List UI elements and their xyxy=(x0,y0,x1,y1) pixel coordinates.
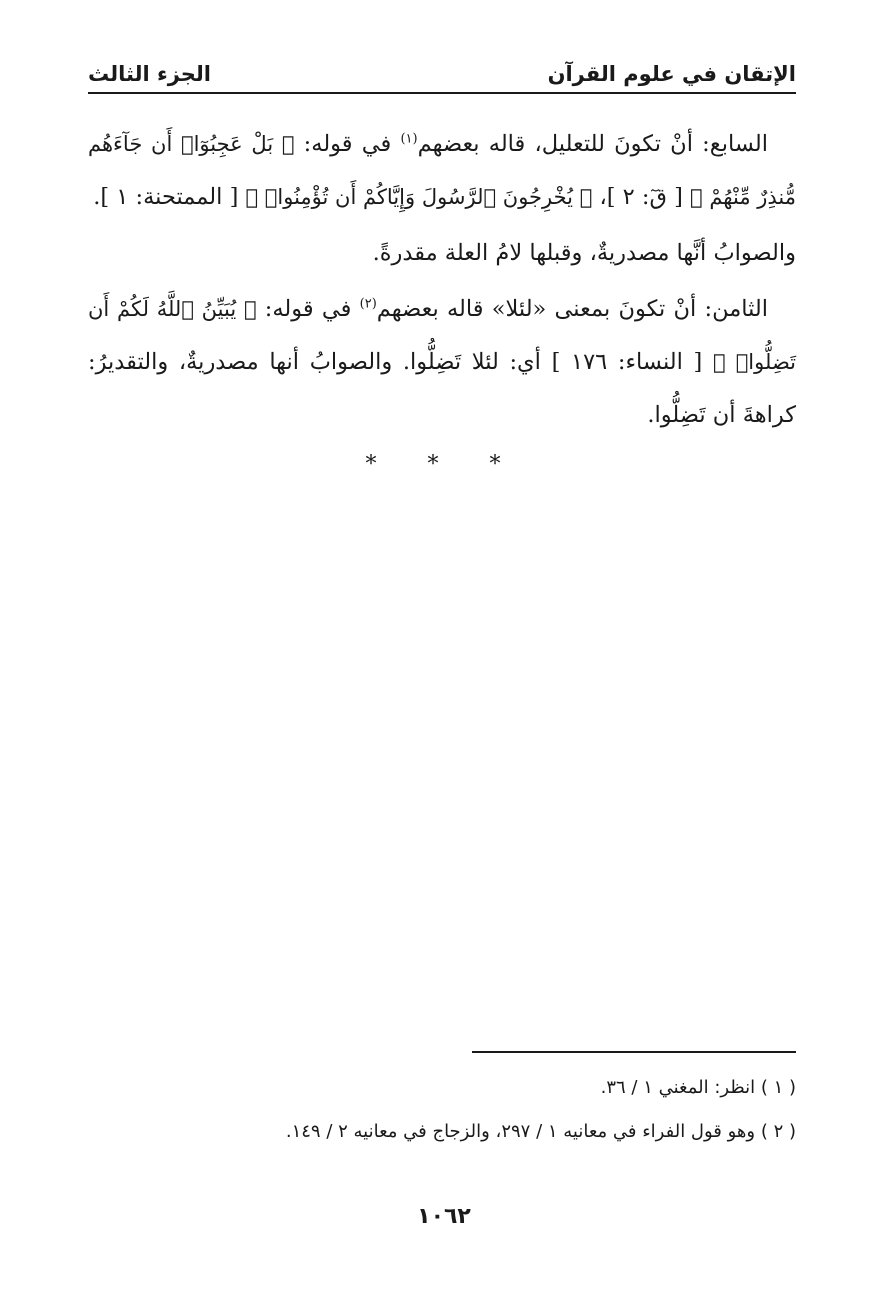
paragraph-correction: والصوابُ أنَّها مصدريةٌ، وقبلها لامُ العلة مقدرةً. xyxy=(372,240,796,266)
paragraph-eighth xyxy=(88,283,796,442)
section-separator: * * * xyxy=(365,452,523,477)
quran-verse: ﴿ يُخْرِجُونَ ٱلرَّسُولَ وَإِيَّاكُمْ أَن تُؤْمِنُوا۟ ﴾ xyxy=(245,185,593,209)
main-text xyxy=(88,118,796,445)
verse-reference: [ النساء: ١٧٦ ] أي: لئلا تَضِلُّوا. والصوابُ أنها مصدريةٌ، والتقديرُ: كراهةَ أن تَضِلُّوا. xyxy=(88,349,796,428)
paragraph-text: في قوله: xyxy=(294,131,401,157)
footnote-divider xyxy=(472,1051,796,1053)
quran-verse: ﴿ بَلْ عَجِبُوٓا۟ أَن جَآءَهُم مُّنذِرٌ مِّنْهُمْ ﴾ xyxy=(88,132,796,209)
footnote-ref-1[interactable]: (١) xyxy=(400,131,418,147)
paragraph-seventh xyxy=(88,118,796,224)
page-header xyxy=(88,50,796,94)
part-label: الجزء الثالث xyxy=(88,62,211,86)
paragraph-text: الثامن: أنْ تكونَ بمعنى «لئلا» قاله بعضهم xyxy=(376,296,769,322)
quran-verse: ﴿ يُبَيِّنُ ٱللَّهُ لَكُمْ أَن تَضِلُّوا۟ ﴾ xyxy=(88,297,796,374)
paragraph-text: السابع: أنْ تكونَ للتعليل، قاله بعضهم xyxy=(417,131,769,157)
footnote-1: ( ١ ) انظر: المغني ١ / ٣٦. xyxy=(600,1077,796,1098)
footnotes xyxy=(88,1066,796,1154)
verse-reference: [ قٓ: ٢ ]، xyxy=(592,184,691,210)
verse-reference: [ الممتحنة: ١ ]. xyxy=(93,184,246,210)
paragraph-text: في قوله: xyxy=(256,296,360,322)
footnote-2: ( ٢ ) وهو قول الفراء في معانيه ١ / ٢٩٧، والزجاج في معانيه ٢ / ١٤٩. xyxy=(285,1121,796,1142)
page-number: ١٠٦٢ xyxy=(417,1204,471,1229)
footnote-ref-2[interactable]: (٢) xyxy=(359,296,377,312)
book-title: الإتقان في علوم القرآن xyxy=(547,62,796,86)
